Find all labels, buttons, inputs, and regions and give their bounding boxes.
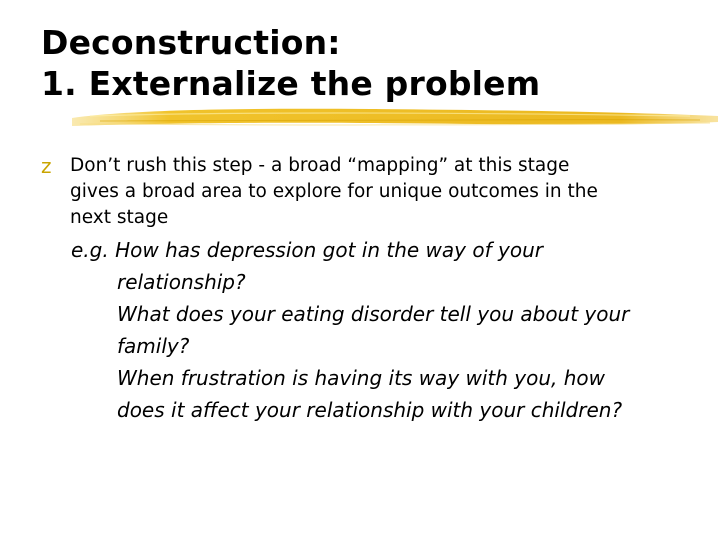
bullet-text-line: next stage [70,207,169,228]
example-line: family? [117,334,190,358]
example-line: e.g. How has depression got in the way of your [71,238,543,262]
bullet-marker-icon: z [41,154,52,178]
example-line: does it affect your relationship with your children? [117,398,623,422]
bullet-text [70,153,700,231]
bullet-text-line: Don’t rush this step - a broad “mapping” at this stage [70,155,570,176]
title-underline-brush [70,104,720,132]
example-line: When frustration is having its way with you, how [117,366,606,390]
bullet-text-line: gives a broad area to explore for unique outcomes in the [70,181,598,202]
example-line: What does your eating disorder tell you about your [117,302,630,326]
slide-title-line-1: Deconstruction: [41,23,341,62]
example-line: relationship? [117,270,246,294]
slide-title [41,22,540,104]
example-questions [71,234,691,426]
slide-title-line-2: 1. Externalize the problem [41,64,541,103]
